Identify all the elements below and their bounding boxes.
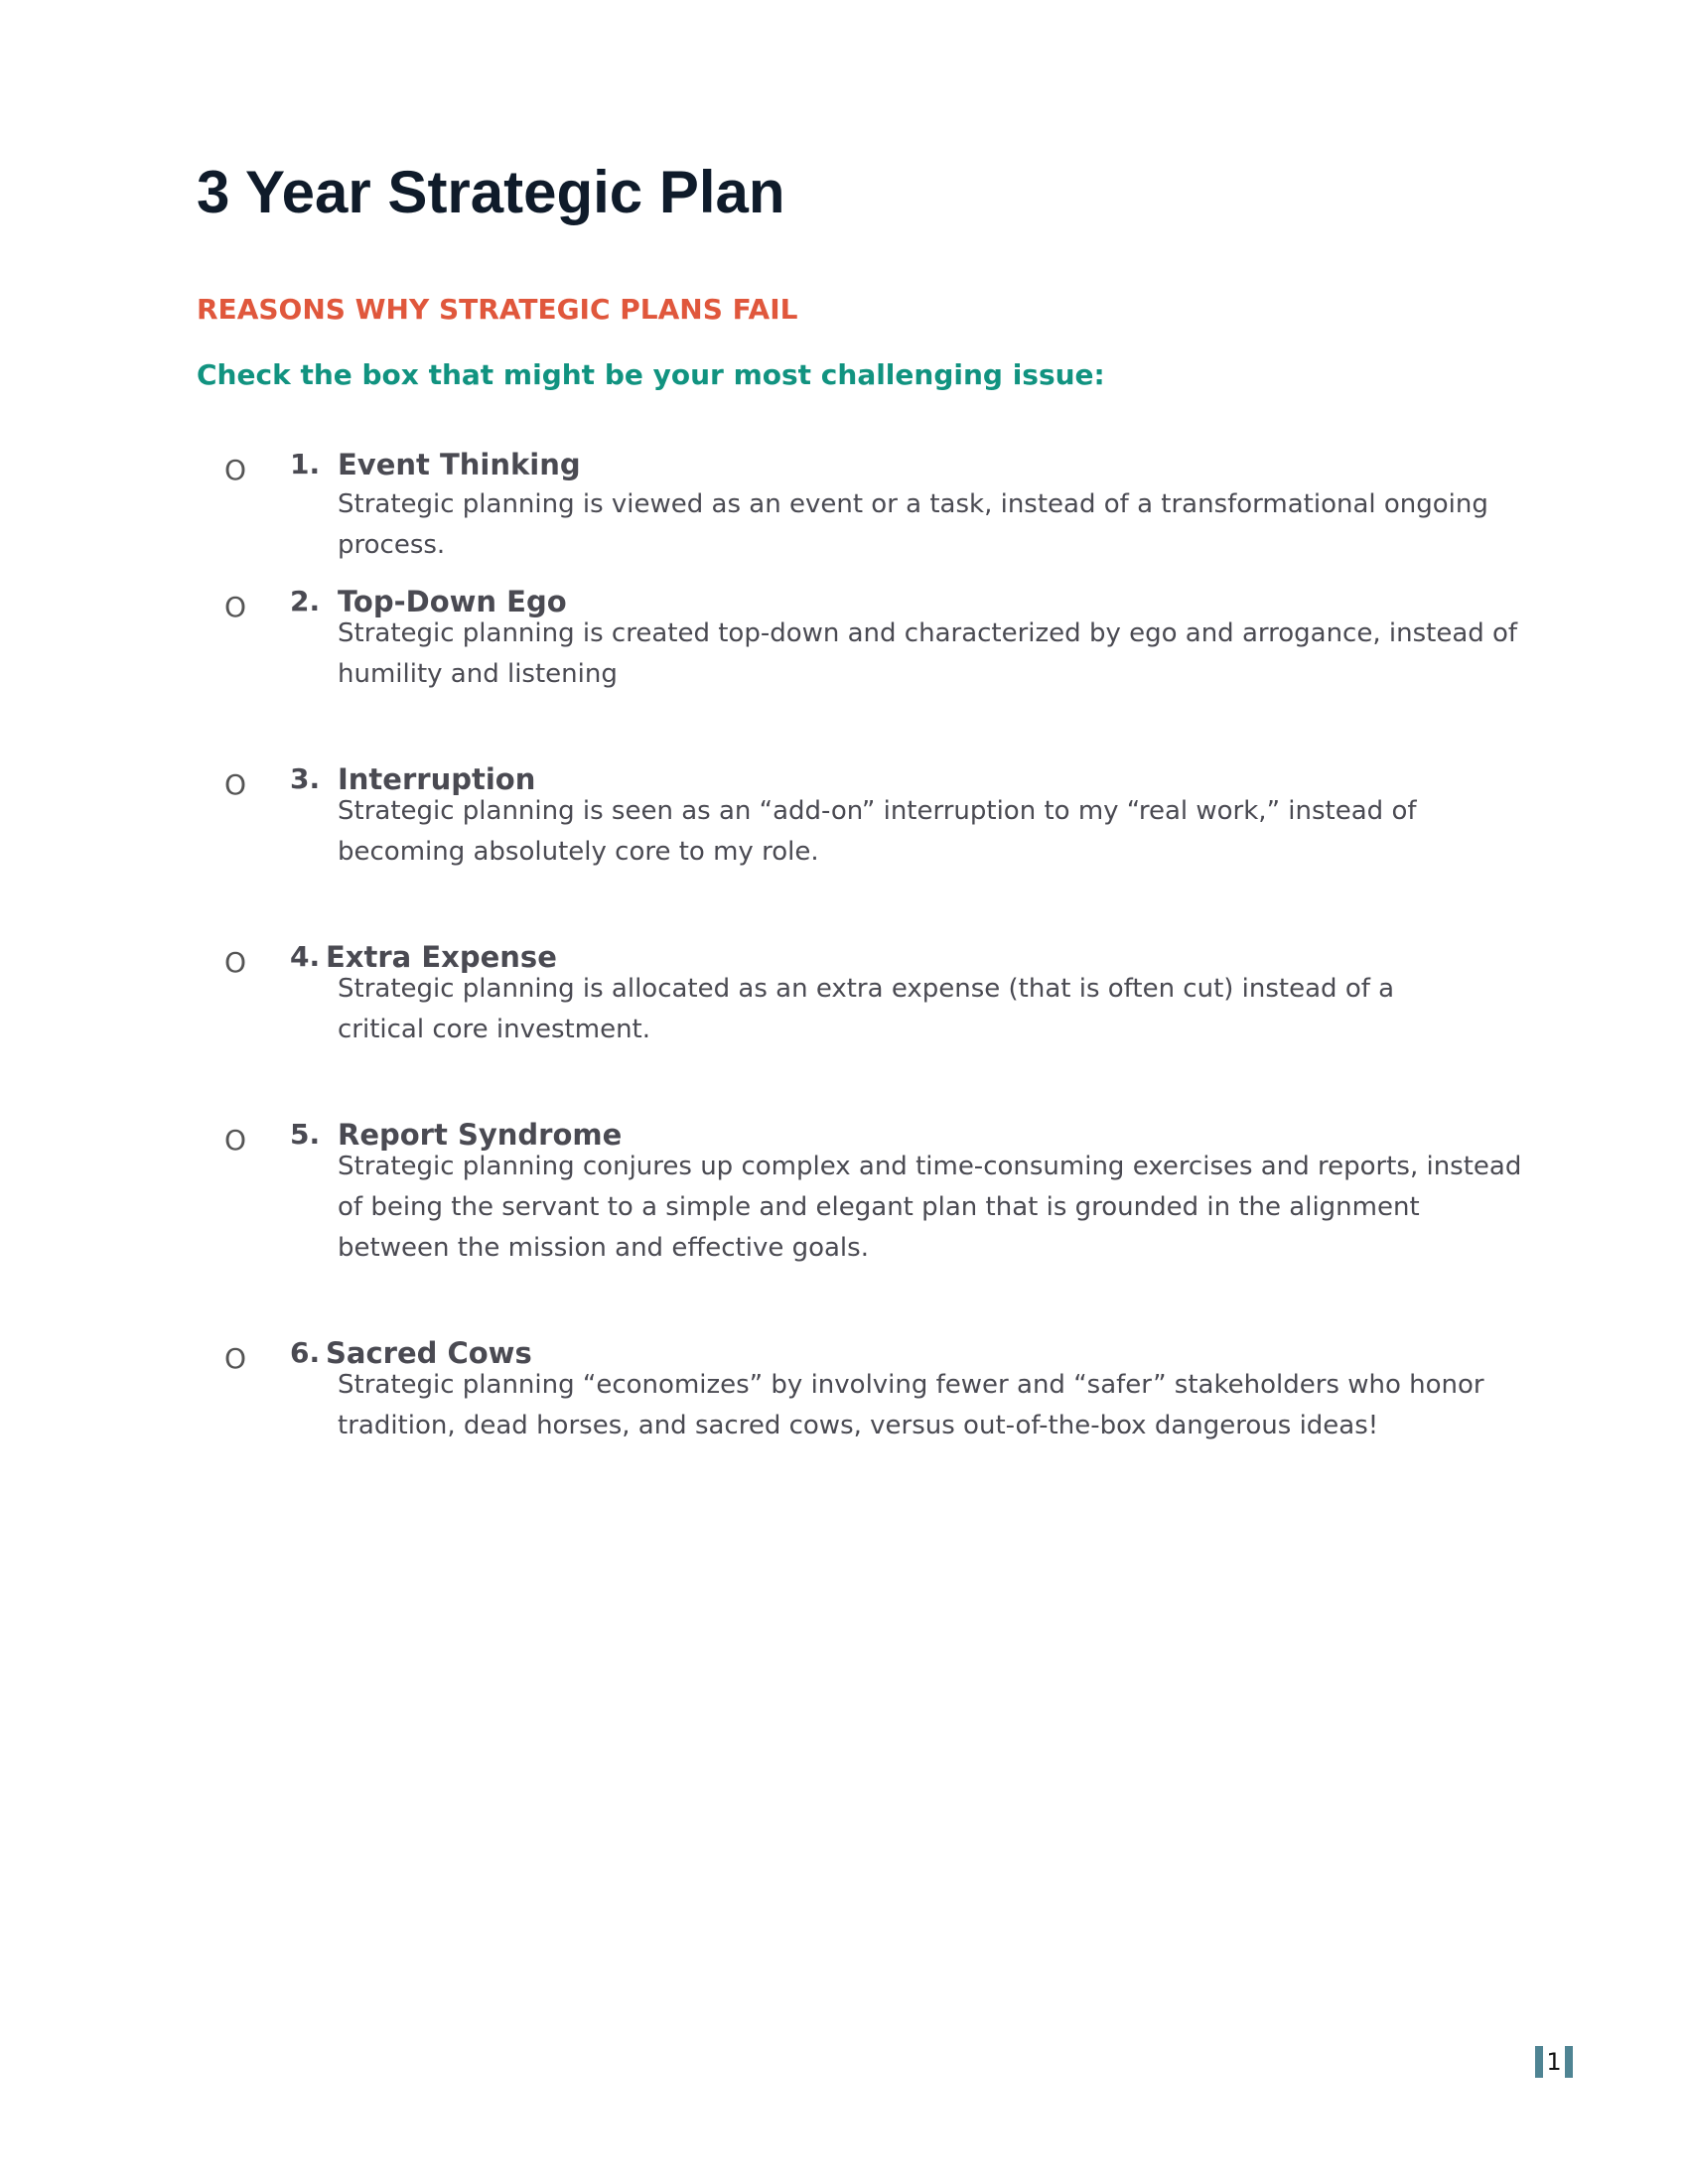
item-title: Sacred Cows xyxy=(326,1336,532,1370)
section-heading: REASONS WHY STRATEGIC PLANS FAIL xyxy=(197,293,798,326)
item-description: Strategic planning is created top-down and characterized by ego and arrogance, instead of humility and listening xyxy=(338,618,1518,689)
item-title: Interruption xyxy=(338,762,536,796)
checkbox-event-thinking[interactable]: O xyxy=(224,454,247,486)
page-title: 3 Year Strategic Plan xyxy=(197,159,785,225)
item-title: Extra Expense xyxy=(326,940,557,974)
item-number: 2. xyxy=(290,585,321,617)
checkbox-top-down-ego[interactable]: O xyxy=(224,591,247,623)
item-description: Strategic planning is viewed as an event or a task, instead of a transformational ongoing process. xyxy=(338,489,1488,560)
item-title: Top-Down Ego xyxy=(338,585,567,618)
item-number: 5. xyxy=(290,1118,321,1151)
item-number: 6. xyxy=(290,1336,321,1369)
item-number: 1. xyxy=(290,448,321,480)
item-title: Event Thinking xyxy=(338,448,581,481)
item-description: Strategic planning conjures up complex and time-consuming exercises and reports, instead of being the servant to a simple and elegant plan that is grounded in the alignment between the mission and effective goals. xyxy=(338,1152,1522,1263)
item-number: 3. xyxy=(290,762,321,795)
checkbox-sacred-cows[interactable]: O xyxy=(224,1342,247,1375)
item-description: Strategic planning is seen as an “add-on” interruption to my “real work,” instead of becoming absolutely core to my role. xyxy=(338,796,1417,867)
item-description: Strategic planning “economizes” by involving fewer and “safer” stakeholders who honor tradition, dead horses, and sacred cows, versus out-of-the-box dangerous ideas! xyxy=(338,1370,1484,1440)
item-number: 4. xyxy=(290,940,321,973)
item-description: Strategic planning is allocated as an extra expense (that is often cut) instead of a critical core investment. xyxy=(338,974,1395,1044)
page-number-badge xyxy=(1535,2046,1573,2078)
instruction-text: Check the box that might be your most challenging issue: xyxy=(197,358,1105,391)
page-number: 1 xyxy=(1543,2046,1564,2078)
checkbox-interruption[interactable]: O xyxy=(224,768,247,801)
checkbox-extra-expense[interactable]: O xyxy=(224,946,247,979)
checkbox-report-syndrome[interactable]: O xyxy=(224,1124,247,1157)
item-title: Report Syndrome xyxy=(338,1118,623,1152)
